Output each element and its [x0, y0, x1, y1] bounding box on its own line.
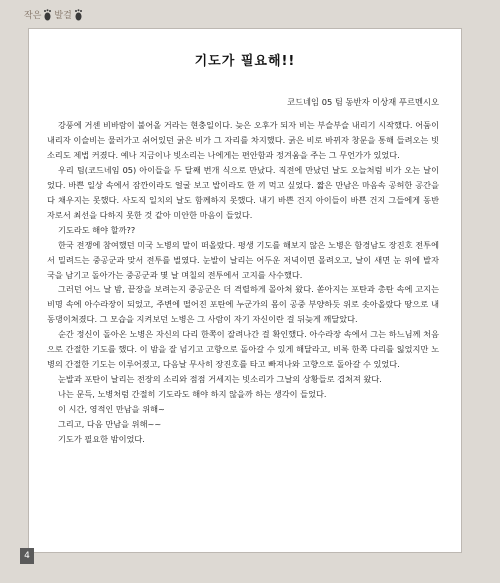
header-right-text: 발걸 — [54, 11, 72, 21]
paragraph-3: 기도라도 해야 할까?? — [58, 224, 136, 235]
article-panel — [28, 28, 462, 553]
paragraph-2: 우리 팀(코드네임 05) 아이들을 두 달째 번개 식으로 만났다. 직전에 만났던 날도 오늘처럼 비가 오는 날이었다. 바쁜 일상 속에서 잠깐이라도 얼굴 보고 밥이라도 한 끼 먹고 싶었다. 짧은 만남은 마음속 공허한 공간을 다 채우지는 못했다. 사도직 일치의 날도 함께하지 못했다. 내기 바쁜 건지 아이들이 바쁜 건지 그들에게 동반자로서 최선을 다하지 못한 것 같아 미안한 마음이 들었다. — [47, 164, 439, 220]
paragraph-7: 눈발과 포탄이 날리는 전장의 소리와 점점 거세지는 빗소리가 그날의 상황들로 겹쳐져 왔다. — [58, 374, 382, 385]
paragraph-9: 이 시간, 영적인 만남을 위해~ — [58, 404, 165, 415]
paragraph-11: 기도가 필요한 밤이었다. — [58, 434, 145, 445]
paragraph-8: 나는 문득, 노병처럼 간절히 기도라도 해야 하지 않을까 하는 생각이 들었다. — [58, 389, 327, 400]
article-byline: 코드네임 05 팀 동반자 이상재 푸르멘시오 — [287, 97, 439, 107]
header-logo — [24, 8, 83, 21]
footprint-icon-2 — [74, 9, 83, 21]
paragraph-1: 강풍에 거센 비바람이 불어올 거라는 현충일이다. 늦은 오후가 되자 비는 부슬부슬 내리기 시작했다. 어둠이 내리자 이슬비는 물러가고 쉬어있던 굵은 비가 그 자리를 차지했다. 굵은 비로 바뀌자 창문을 통해 들려오는 빗소리도 제법 커졌다. 예나 지금이나 빗소리는 나에게는 편안함과 정겨움을 주는 그 무언가가 있었다. — [47, 120, 439, 160]
page-number: 4 — [20, 548, 34, 564]
article-body — [47, 118, 439, 447]
header-left-text: 작은 — [24, 11, 42, 21]
footprint-icon — [43, 9, 52, 21]
paragraph-4: 한국 전쟁에 참여했던 미국 노병의 말이 떠올랐다. 평생 기도를 해보지 않은 노병은 함경남도 장진호 전투에서 밀려드는 중공군과 맞서 전투를 벌였다. 눈발이 날리는 어두운 저녁이면 몰려오고, 날이 새면 눈 위에 발자국을 남기고 돌아가는 중공군과 몇 날 며칠의 전투에서 고지를 사수했다. — [47, 239, 439, 280]
article-title: 기도가 필요해!! — [194, 54, 296, 69]
paragraph-6: 순간 정신이 돌아온 노병은 자신의 다리 한쪽이 잘려나간 걸 확인했다. 아수라장 속에서 그는 하느님께 처음으로 간절한 기도를 했다. 이 밤을 잘 넘기고 고향으로 돌아갈 수 있게 해달라고, 비록 한쪽 다리를 잃었지만 노병의 간절한 기도는 이루어졌고, 다음날 무사히 장진호를 타고 빠져나와 고향으로 돌아갈 수 있었다. — [47, 329, 439, 370]
paragraph-5: 그러던 어느 날 밤, 끝장을 보려는지 중공군은 더 격렬하게 몰아쳐 왔다. 쏟아지는 포탄과 총탄 속에 고지는 비명 속에 아수라장이 되었고, 주변에 떨어진 포탄에 누군가의 몸이 공중 부양하듯 위로 솟아올랐다 땅으로 내동댕이쳐졌다. 그 모습을 지켜보던 노병은 그 사람이 자기 자신이란 걸 뒤늦게 깨달았다. — [47, 284, 439, 325]
paragraph-10: 그리고, 다음 만남을 위해~~ — [58, 419, 162, 430]
